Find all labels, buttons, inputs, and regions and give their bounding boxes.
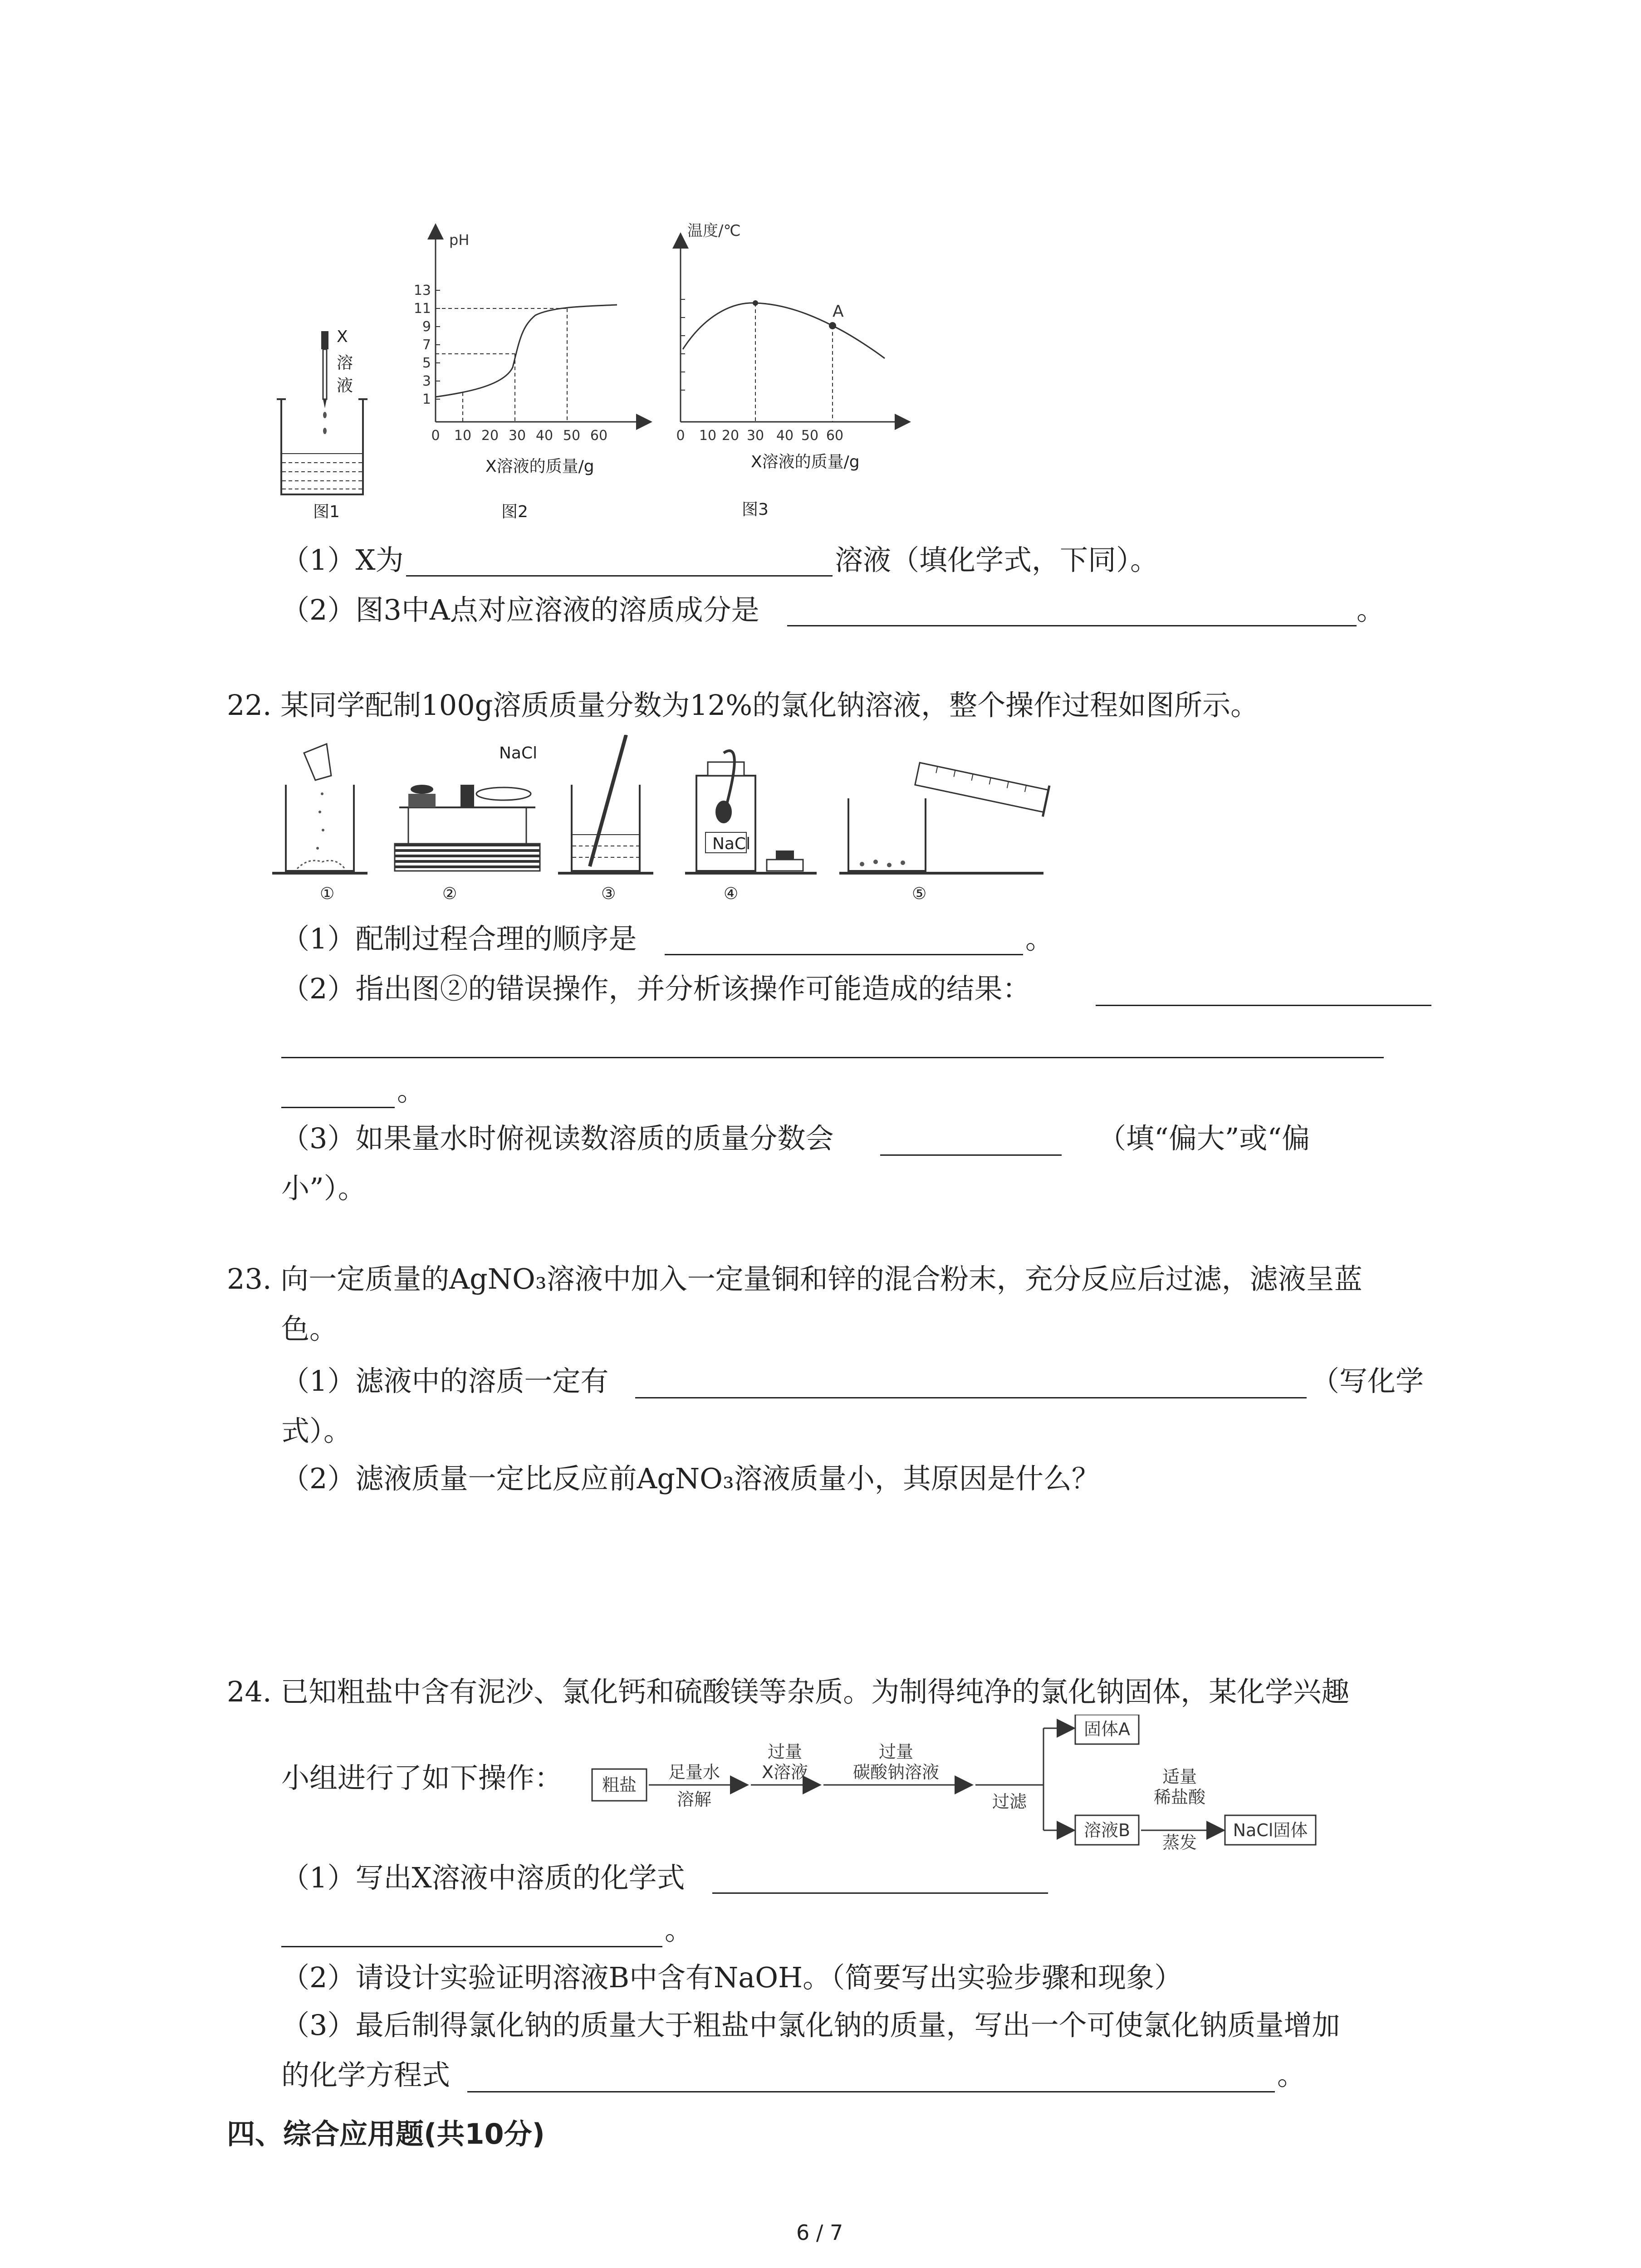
q24-part3-suffix: 。 [1277, 2058, 1306, 2092]
q23-stem-line1: 23. 向一定质量的AgNO₃溶液中加入一定量铜和锌的混合粉末，充分反应后过滤，滤液呈蓝 [227, 1262, 1362, 1295]
q22-part2-answer-blank-2[interactable] [281, 1057, 1384, 1058]
q23-part1-answer-blank[interactable] [635, 1397, 1307, 1398]
flow-step2-top1: 过量 [767, 1742, 803, 1762]
flow-solid-label: 固体A [1084, 1719, 1130, 1739]
q21-part2-prefix: （2）图3中A点对应溶液的溶质成分是 [281, 593, 759, 626]
fig2-ytick: 3 [422, 373, 431, 389]
fig2-xlabel: X溶液的质量/g [485, 457, 594, 476]
q22-fig5-cylinder-pouring [839, 758, 1049, 873]
q22-part3-line2: 小”）。 [281, 1172, 366, 1205]
q22-part2-end: 。 [397, 1074, 426, 1107]
fig2-xtick: 50 [563, 428, 581, 444]
q22-part1-suffix: 。 [1025, 922, 1054, 955]
fig2-ytick: 13 [413, 283, 431, 298]
q23-stem-line2: 色。 [281, 1312, 338, 1345]
q22-fig-label-2: ② [442, 885, 457, 903]
q24-part1-answer-blank-1[interactable] [712, 1892, 1048, 1894]
q23-part1-suffix: （写化学 [1311, 1364, 1424, 1398]
q22-fig4-reagent-bottle [685, 751, 817, 873]
section-4-title: 四、综合应用题(共10分) [227, 2117, 545, 2151]
page-number: 6 / 7 [796, 2220, 843, 2245]
fig3-curve [683, 303, 885, 358]
q21-part1-answer-blank[interactable] [406, 575, 833, 577]
flow-step3-top1: 过量 [878, 1742, 914, 1762]
q22-part2-answer-blank-1[interactable] [1096, 1005, 1431, 1006]
q23-part1-line2: 式）。 [281, 1414, 352, 1447]
q21-part2-answer-blank[interactable] [787, 625, 1357, 626]
fig2-ytick: 1 [422, 391, 431, 407]
q22-part3-answer-blank[interactable] [880, 1154, 1062, 1156]
flow-step3-top2: 碳酸钠溶液 [852, 1762, 940, 1782]
figure-2-ph-curve [399, 218, 653, 472]
fig3-ylabel: 温度/℃ [687, 222, 741, 240]
q22-part3-prefix: （3）如果量水时俯视读数溶质的质量分数会 [281, 1122, 834, 1155]
q22-part1-answer-blank[interactable] [665, 954, 1023, 955]
fig1-reagent-x: X [337, 327, 348, 346]
fig3-xtick: 50 [801, 428, 819, 444]
q23-part2-text: （2）滤液质量一定比反应前AgNO₃溶液质量小，其原因是什么？ [281, 1462, 1100, 1495]
fig3-xtick: 60 [826, 428, 844, 444]
q24-stem-line2: 小组进行了如下操作： [281, 1761, 563, 1794]
q22-stem: 22. 某同学配制100g溶质质量分数为12%的氯化钠溶液，整个操作过程如图所示。 [227, 689, 1259, 722]
q22-part2-text: （2）指出图②的错误操作，并分析该操作可能造成的结果： [281, 972, 1031, 1005]
q24-stem-line1: 24. 已知粗盐中含有泥沙、氯化钙和硫酸镁等杂质。为制得纯净的氯化钠固体，某化学兴趣 [227, 1675, 1350, 1708]
fig1-label: 图1 [313, 503, 340, 521]
fig2-xtick: 20 [481, 428, 499, 444]
q22-fig1-pouring [272, 744, 367, 873]
fig2-ytick: 5 [422, 355, 431, 371]
fig3-label: 图3 [742, 500, 769, 519]
fig2-ytick: 7 [422, 337, 431, 353]
fig2-xtick: 40 [535, 428, 554, 444]
q22-fig-label-5: ⑤ [912, 885, 927, 903]
flow-step2-top2: X溶液 [761, 1762, 808, 1782]
fig2-curve [436, 305, 617, 397]
fig3-x-tick-labels [676, 428, 843, 444]
flow-filter-label: 过滤 [992, 1792, 1027, 1812]
fig2-ytick: 9 [422, 319, 431, 335]
q24-flow-diagram [590, 1715, 1343, 1851]
fig3-point-label: A [833, 302, 844, 321]
flow-step4-l2: 稀盐酸 [1153, 1787, 1206, 1807]
q22-part1-prefix: （1）配制过程合理的顺序是 [281, 922, 637, 955]
q22-fig3-stirring [558, 735, 653, 873]
q24-part2-text: （2）请设计实验证明溶液B中含有NaOH。（简要写出实验步骤和现象） [281, 1961, 1183, 1994]
fig2-label: 图2 [501, 503, 528, 521]
fig3-point-a [829, 322, 836, 329]
q24-part3-line1: （3）最后制得氯化钠的质量大于粗盐中氯化钠的质量，写出一个可使氯化钠质量增加 [281, 2009, 1340, 2042]
q22-fig2-balance [272, 785, 540, 873]
q24-part1-answer-blank-2[interactable] [281, 1946, 662, 1947]
q24-part1-prefix: （1）写出X溶液中溶质的化学式 [281, 1861, 685, 1894]
flow-step4-l1: 适量 [1162, 1767, 1197, 1787]
q22-part2-answer-blank-3[interactable] [281, 1107, 395, 1108]
fig3-xtick: 10 [699, 428, 717, 444]
fig3-xtick: 0 [676, 428, 685, 444]
q24-part1-end: 。 [665, 1913, 693, 1946]
fig3-xtick: 30 [746, 428, 764, 444]
flow-solution-label: 溶液B [1083, 1820, 1131, 1840]
q22-fig2-nacl-label: NaCl [499, 744, 538, 763]
fig1-reagent-3: 液 [337, 376, 353, 395]
fig2-xtick: 60 [590, 428, 608, 444]
flow-step4-l3: 蒸发 [1162, 1833, 1197, 1851]
fig2-ylabel: pH [449, 231, 470, 249]
flow-step1-top: 足量水 [668, 1762, 720, 1782]
q22-fig-label-1: ① [320, 885, 335, 903]
q22-operation-figures [272, 735, 1071, 916]
q22-fig-label-4: ④ [724, 885, 739, 903]
q22-fig-label-3: ③ [601, 885, 616, 903]
fig2-y-tick-labels [414, 283, 431, 407]
q22-part3-suffix: （填“偏大”或“偏 [1098, 1122, 1310, 1155]
fig1-reagent-2: 溶 [337, 354, 353, 372]
fig3-xtick: 20 [721, 428, 740, 444]
figure-3-temperature-curve [649, 213, 912, 458]
fig2-xtick: 0 [431, 428, 440, 444]
q24-part3-answer-blank[interactable] [467, 2091, 1275, 2092]
q22-fig4-nacl-label: NaCl [712, 835, 751, 853]
flow-end-label: NaCl固体 [1233, 1820, 1308, 1840]
fig2-x-tick-labels [431, 428, 607, 444]
fig2-ytick: 11 [413, 301, 431, 317]
q21-part1-prefix: （1）X为 [281, 543, 404, 577]
q21-part2-suffix: 。 [1357, 593, 1385, 626]
q23-part1-prefix: （1）滤液中的溶质一定有 [281, 1364, 609, 1398]
flow-step1-bottom: 溶解 [676, 1789, 712, 1809]
fig3-xtick: 40 [776, 428, 794, 444]
fig2-xtick: 10 [454, 428, 472, 444]
flow-start-label: 粗盐 [602, 1775, 637, 1795]
fig2-xtick: 30 [508, 428, 526, 444]
fig3-xlabel: X溶液的质量/g [751, 453, 860, 471]
q24-part3-prefix: 的化学方程式 [281, 2058, 451, 2092]
q21-part1-suffix: 溶液（填化学式，下同）。 [835, 543, 1159, 577]
